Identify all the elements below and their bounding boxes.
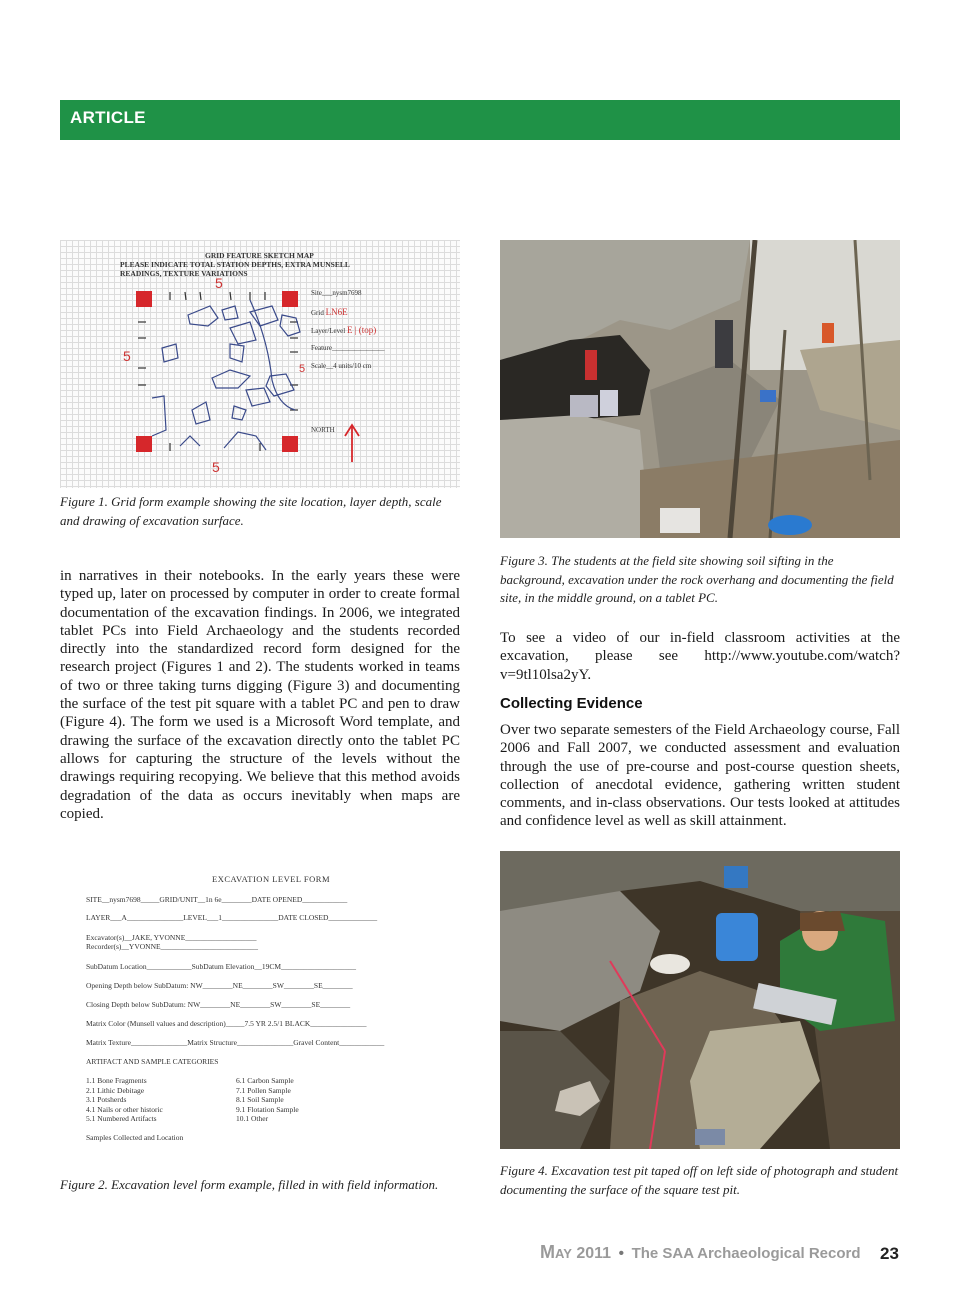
video-paragraph: To see a video of our in-field classroom activities at the excavation, please see http://www.youtube.com/watch?v=9tl10lsa2yY.: [500, 630, 900, 683]
footer-running-title: [540, 1242, 861, 1263]
video-paragraph-block: [500, 629, 900, 684]
left-column-text: [60, 567, 460, 823]
layer-label: Layer/Level: [311, 327, 346, 335]
sketch-instructions-2: READINGS, TEXTURE VARIATIONS: [120, 269, 248, 278]
scale-field: Scale__4 units/10 cm: [311, 362, 372, 370]
left-paragraph: in narratives in their notebooks. In the early years these were typed up, later on processed by computer in order to create formal documentation of the excavation findings. In 2006, we integrated tablet PCs into Field Archaeology and the students recorded directly into the standardized record form designed for the research project (Figures 1 and 2). The students worked in teams of two or three taking turns digging (Figure 3) and documenting the surface of the test pit square with a tablet PC and pen to draw (Figure 4). The form we used is a Microsoft Word template, and drawing the surface of the excavation directly onto the tablet PC allows for capturing the structure of the levels without the drawings requiring recopying. We believe that this method avoids degradation of the data as occurs inevitably when maps are copied.: [60, 568, 460, 822]
category-item: 5.1 Numbered Artifacts: [86, 1114, 157, 1123]
footer-month: May: [540, 1242, 572, 1262]
north-label: NORTH: [311, 426, 335, 434]
figure-4-photo: [500, 851, 900, 1149]
category-item: 4.1 Nails or other historic: [86, 1104, 163, 1114]
category-item: 1.1 Bone Fragments: [86, 1076, 147, 1085]
form-row: Excavator(s)__JAKE, YVONNE___________________: [86, 933, 257, 942]
figure-2-caption: Figure 2. Excavation level form example, filled in with field information.: [60, 1177, 439, 1192]
form-row: ARTIFACT AND SAMPLE CATEGORIES: [86, 1057, 219, 1066]
corner-marker-sw: [136, 436, 152, 452]
evidence-paragraph-block: [500, 721, 900, 831]
form-row: Opening Depth below SubDatum: NW________NE________SW________SE________: [86, 981, 353, 990]
evidence-paragraph: Over two separate semesters of the Field Archaeology course, Fall 2006 and Fall 2007, we conducted assessment and evaluation through the use of pre-course and post-course question sheets, collection of anecdotal evidence, gathering written student comments, and in-class observations. Our tests looked at attitudes and confidence level as well as skill attainment.: [500, 722, 900, 830]
student-tablet-photo: [500, 851, 900, 1149]
grid-field: [311, 307, 348, 317]
svg-text:5: 5: [212, 459, 220, 475]
section-label: ARTICLE: [70, 108, 146, 127]
layer-field: [311, 325, 376, 335]
form-row: Matrix Texture_______________Matrix Structure_______________Gravel Content____________: [86, 1038, 385, 1047]
form-row: LAYER___A_______________LEVEL___1_______________DATE CLOSED_____________: [86, 913, 378, 922]
corner-marker-se: [282, 436, 298, 452]
section-heading: Collecting Evidence: [500, 695, 643, 712]
category-item: 7.1 Pollen Sample: [236, 1085, 291, 1095]
category-item: 8.1 Soil Sample: [236, 1095, 284, 1104]
category-item: 6.1 Carbon Sample: [236, 1076, 294, 1085]
footer-journal: The SAA Archaeological Record: [631, 1245, 861, 1262]
footer-bullet: •: [618, 1245, 625, 1262]
footer-year: 2011: [576, 1245, 612, 1262]
figure-4-caption: Figure 4. Excavation test pit taped off on left side of photograph and student documenting the surface of the square test pit.: [500, 1163, 899, 1197]
sketch-instructions: PLEASE INDICATE TOTAL STATION DEPTHS, EXTRA MUNSELL: [120, 260, 350, 269]
svg-text:5: 5: [215, 275, 223, 291]
form-title: EXCAVATION LEVEL FORM: [212, 874, 331, 884]
sketch-title: GRID FEATURE SKETCH MAP: [205, 251, 314, 260]
field-site-photo: [500, 240, 900, 538]
grid-value: LN6E: [325, 307, 348, 317]
figure-3-photo: [500, 240, 900, 538]
category-item: 10.1 Other: [236, 1114, 269, 1123]
site-field: Site___nysm7698: [311, 289, 362, 297]
corner-marker-ne: [282, 291, 298, 307]
layer-value: E | (top): [346, 325, 377, 335]
page-number: 23: [880, 1244, 899, 1263]
category-item: 9.1 Flotation Sample: [236, 1104, 299, 1114]
category-item: 2.1 Lithic Debitage: [86, 1085, 145, 1095]
form-row: Closing Depth below SubDatum: NW________NE________SW________SE________: [86, 1000, 351, 1009]
corner-marker-nw: [136, 291, 152, 307]
figure-3-caption: Figure 3. The students at the field site showing soil sifting in the background, excavation under the rock overhang and documenting the field site, in the middle ground, on a tablet PC.: [500, 553, 894, 605]
samples-label: Samples Collected and Location: [86, 1133, 184, 1142]
categories-right: [236, 1076, 299, 1124]
category-item: 3.1 Potsherds: [86, 1095, 127, 1104]
figure-2-form: [60, 855, 460, 1160]
figure-1-sketch-map: [60, 240, 460, 488]
svg-text:5: 5: [299, 363, 306, 375]
feature-field: Feature_______________: [311, 344, 385, 352]
section-banner: [60, 100, 900, 140]
figure-1-caption: Figure 1. Grid form example showing the site location, layer depth, scale and drawing of excavation surface.: [60, 494, 442, 528]
svg-text:5: 5: [123, 348, 131, 364]
sketch-drawing: [60, 240, 460, 488]
form-row: SITE__nysm7698_____GRID/UNIT__1n 6e________DATE OPENED____________: [86, 895, 348, 904]
form-row: SubDatum Location____________SubDatum Elevation__19CM____________________: [86, 962, 356, 971]
form-row: Recorder(s)__YVONNE__________________________: [86, 942, 259, 951]
categories-left: [86, 1076, 163, 1124]
form-row: Matrix Color (Munsell values and description)_____7.5 YR 2.5/1 BLACK_______________: [86, 1019, 367, 1028]
grid-label: Grid: [311, 309, 324, 317]
